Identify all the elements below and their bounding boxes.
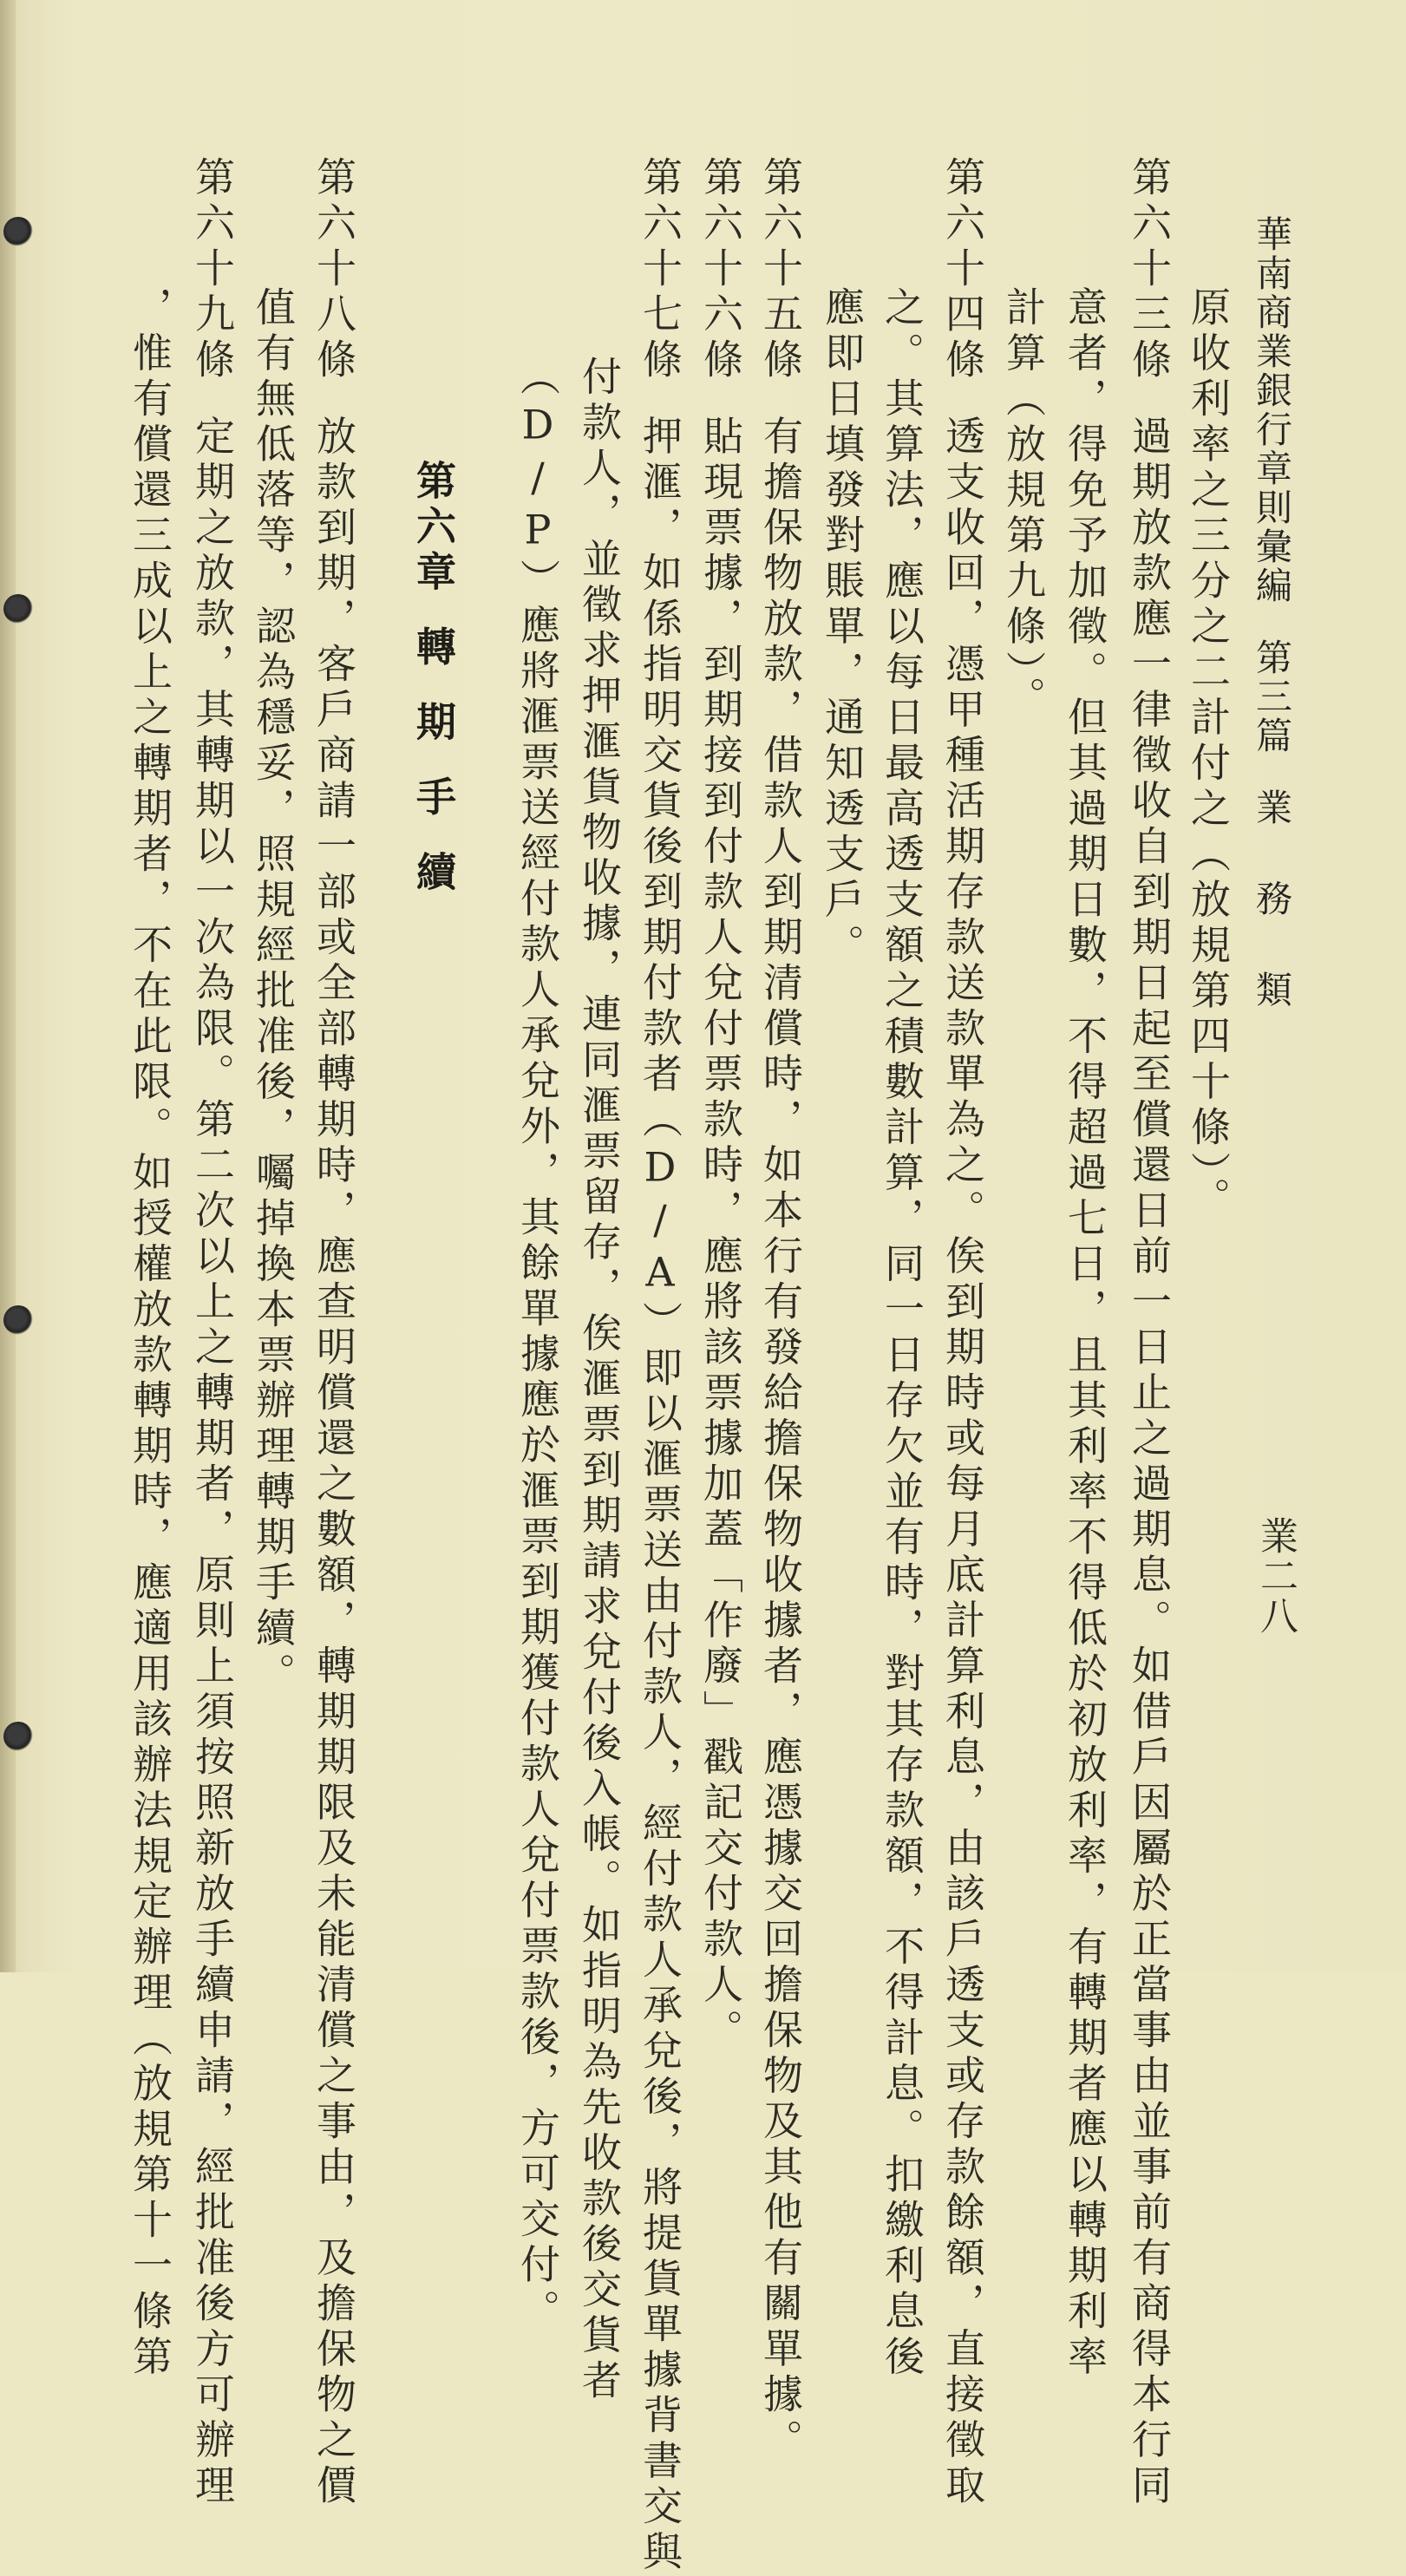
- column-text: 之。其算法，應以每日最高透支額之積數計算，同一日存欠並有時，對其存款額，不得計息。扣繳利息後: [879, 286, 925, 2381]
- binding-stitch-icon: [3, 594, 33, 624]
- text-column: [518, 356, 558, 2335]
- section-char: 類: [1251, 971, 1293, 1010]
- section-char: 務: [1251, 879, 1293, 919]
- column-text: 有擔保物放款，借款人到期清償時，如本行有發給擔保物收據者，應憑據交回擔保物及其他有關單據。: [757, 415, 804, 2465]
- column-text: 放款到期，客戶商請一部或全部轉期時，應查明償還之數額，轉期期限及未能清償之事由，及擔保物之價: [311, 415, 357, 2510]
- article-63: [1129, 156, 1169, 2510]
- column-text: 值有無低落等，認為穩妥，照規經批准後，囑掉換本票辦理轉期手續。: [250, 286, 297, 1698]
- section-char: 業: [1251, 788, 1293, 827]
- chapter-title-char: 手: [410, 776, 457, 822]
- book-binding-edge: [0, 0, 16, 1972]
- chapter-title-char: 續: [410, 851, 457, 897]
- text-column: [822, 286, 862, 970]
- part-label: 第三篇: [1251, 638, 1293, 755]
- column-text: 押滙，如係指明交貨後到期付款者（D/A）即以滙票送由付款人，經付款人承兌後，將提貨單據背書交與: [637, 415, 683, 2576]
- text-column: [882, 286, 922, 2381]
- article-67: [640, 156, 680, 2576]
- chapter-title-char: 轉: [410, 626, 457, 672]
- text-column: [1188, 286, 1228, 1223]
- page-number: 業二八: [1256, 1516, 1294, 1636]
- article-68: [314, 156, 354, 2510]
- text-column: [1004, 286, 1043, 722]
- running-header: [1253, 215, 1290, 1010]
- article-number: 第六十五條: [761, 156, 801, 384]
- column-text: 原收利率之三分之二計付之（放規第四十條）。: [1185, 286, 1232, 1223]
- binding-stitch-icon: [3, 1722, 33, 1751]
- article-number: 第六十四條: [943, 156, 983, 384]
- article-64: [943, 156, 983, 2510]
- column-text: 透支收回，憑甲種活期存款送款單為之。俟到期時或每月底計算利息，由該戶透支或存款餘額，直接徵取: [939, 415, 986, 2510]
- column-text: 貼現票據，到期接到付款人兌付票款時，應將該票據加蓋「作廢」戳記交付款人。: [697, 415, 744, 2055]
- column-text: 計算（放規第九條）。: [1000, 286, 1047, 722]
- binding-stitch-icon: [3, 217, 33, 246]
- column-text: 過期放款應一律徵收自到期日起至償還日前一日止之過期息。如借戶因屬於正當事由並事前有商得本行同: [1126, 415, 1173, 2510]
- chapter-number: 第六章: [410, 460, 457, 597]
- binding-stitch-icon: [3, 1305, 33, 1335]
- article-number: 第六十八條: [314, 156, 354, 384]
- article-69: [193, 156, 232, 2510]
- article-number: 第六十九條: [193, 156, 232, 384]
- chapter-heading: [414, 460, 454, 897]
- article-65: [761, 156, 801, 2464]
- text-column: [253, 286, 293, 1698]
- column-text: ，惟有償還三成以上之轉期者，不在此限。如授權放款轉期時，應適用該辦法規定辦理（放規第十一條第: [127, 286, 173, 2381]
- column-text: 付款人，並徵求押滙貨物收據，連同滙票留存，俟滙票到期請求兌付後入帳。如指明為先收款後交貨者: [576, 356, 623, 2405]
- text-column: [1065, 286, 1105, 2381]
- article-number: 第六十六條: [701, 156, 741, 384]
- column-text: 應即日填發對賬單，通知透支戶。: [819, 286, 866, 970]
- text-column: [579, 356, 619, 2405]
- book-title: 華南商業銀行章則彙編: [1251, 215, 1293, 605]
- chapter-title-char: 期: [410, 701, 457, 747]
- column-text: （D/P）應將滙票送經付款人承兌外，其餘單據應於滙票到期獲付款人兌付票款後，方可交付。: [514, 356, 561, 2335]
- text-column: [130, 286, 170, 2381]
- article-number: 第六十三條: [1129, 156, 1169, 384]
- article-66: [701, 156, 741, 2055]
- column-text: 意者，得免予加徵。但其過期日數，不得超過七日，且其利率不得低於初放利率，有轉期者應以轉期利率: [1062, 286, 1108, 2381]
- column-text: 定期之放款，其轉期以一次為限。第二次以上之轉期者，原則上須按照新放手續申請，經批准後方可辦理: [189, 415, 236, 2510]
- article-number: 第六十七條: [640, 156, 680, 384]
